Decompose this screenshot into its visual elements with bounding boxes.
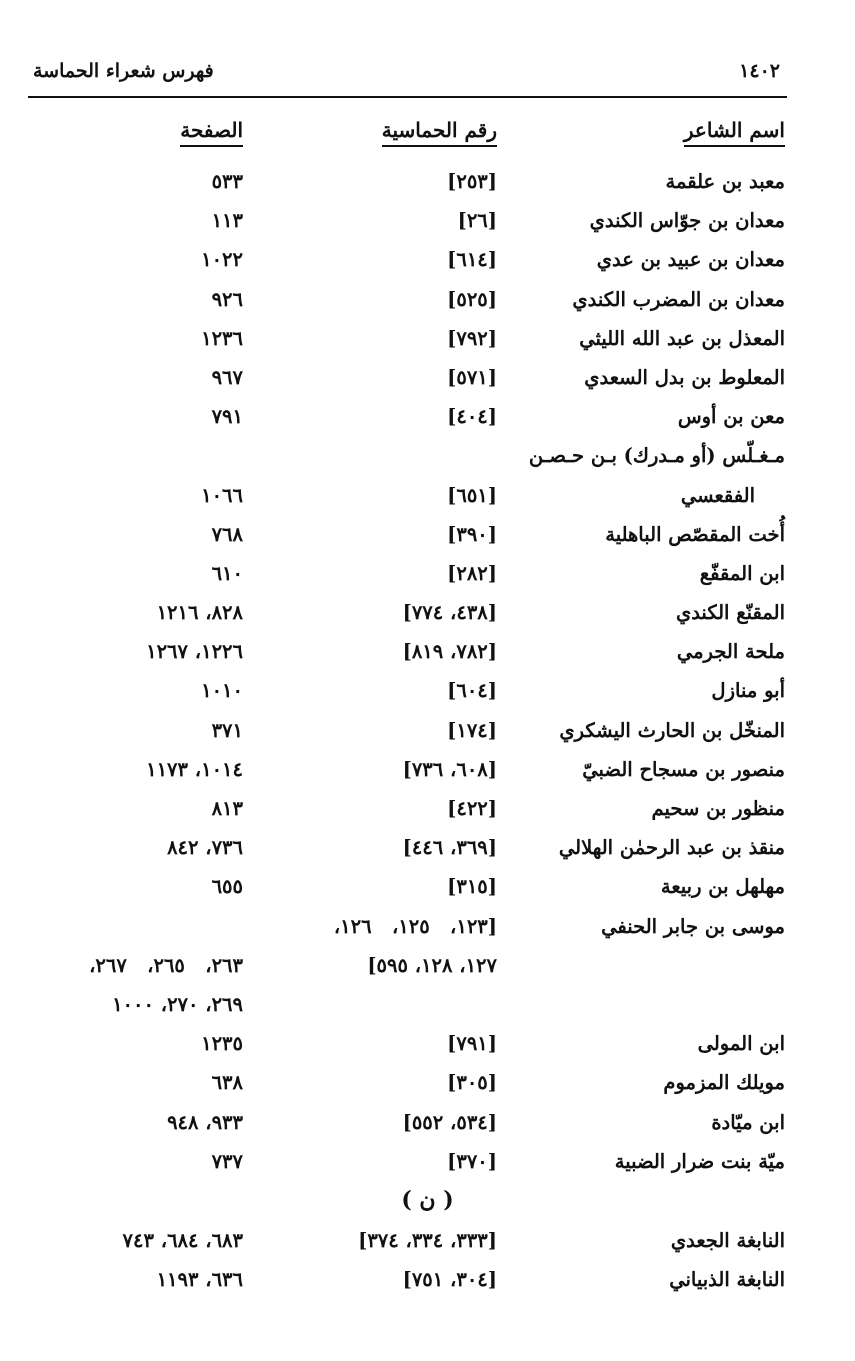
index-row bbox=[0, 911, 855, 950]
page-ref: ٧٦٨ bbox=[211, 522, 243, 546]
hamasa-number: [٣٣٣، ٣٣٤، ٣٧٤] bbox=[358, 1228, 497, 1252]
index-row bbox=[0, 480, 855, 519]
index-row bbox=[0, 1107, 855, 1146]
hamasa-number: [٧٩٢] bbox=[447, 326, 497, 350]
page-ref: ٦٣٦، ١١٩٣ bbox=[156, 1268, 243, 1292]
poet-name: الفقعسي bbox=[680, 483, 755, 507]
index-row bbox=[0, 1146, 855, 1185]
hamasa-number: [٣١٥] bbox=[447, 875, 497, 899]
page-ref: ٦٥٥ bbox=[211, 875, 243, 899]
page-ref: ١٠٦٦ bbox=[201, 483, 243, 507]
poet-name: المقنّع الكندي bbox=[675, 601, 785, 625]
poet-name: المنخّل بن الحارث اليشكري bbox=[559, 718, 785, 742]
index-row bbox=[0, 989, 855, 1028]
index-row bbox=[0, 284, 855, 323]
poet-name: معدان بن المضرب الكندي bbox=[572, 287, 785, 311]
hamasa-number: [٢٦] bbox=[457, 209, 497, 233]
column-header-page: الصفحة bbox=[180, 118, 243, 147]
hamasa-number: [٦٥١] bbox=[447, 483, 497, 507]
hamasa-number: [٤٠٤] bbox=[447, 405, 497, 429]
poet-name: النابغة الذبياني bbox=[669, 1268, 785, 1292]
page-ref: ٩٦٧ bbox=[211, 365, 243, 389]
index-row bbox=[0, 205, 855, 244]
index-table bbox=[0, 166, 855, 1303]
page-ref: ١٠١٤، ١١٧٣ bbox=[146, 757, 243, 781]
index-row bbox=[0, 871, 855, 910]
page-ref: ٩٣٣، ٩٤٨ bbox=[167, 1110, 243, 1134]
index-row bbox=[0, 950, 855, 989]
poet-name: ابن المولى bbox=[697, 1032, 785, 1056]
page-ref: ٧٩١ bbox=[211, 405, 243, 429]
index-row bbox=[0, 244, 855, 283]
hamasa-number: [٣٧٠] bbox=[447, 1149, 497, 1173]
page-ref: ٧٣٦، ٨٤٢ bbox=[167, 836, 243, 860]
hamasa-number: [٥٧١] bbox=[447, 365, 497, 389]
poet-name: النابغة الجعدي bbox=[670, 1228, 785, 1252]
page-ref: ٦٣٨ bbox=[211, 1071, 243, 1095]
index-row bbox=[0, 1225, 855, 1264]
index-row bbox=[0, 715, 855, 754]
column-header-poet: اسم الشاعر bbox=[684, 118, 785, 147]
poet-name: مـغـلّس (أو مـدرك) بـن حـصـن bbox=[528, 444, 785, 468]
hamasa-number: [٤٢٢] bbox=[447, 797, 497, 820]
poet-name: معن بن أوس bbox=[677, 405, 785, 429]
hamasa-number: [٥٣٤، ٥٥٢] bbox=[402, 1110, 497, 1134]
poet-name: ميّة بنت ضرار الضبية bbox=[614, 1149, 785, 1173]
page-ref: ٨١٣ bbox=[211, 797, 243, 820]
hamasa-number: [٢٨٢] bbox=[447, 561, 497, 585]
index-row bbox=[0, 519, 855, 558]
hamasa-number: [٦٠٤] bbox=[447, 679, 497, 703]
hamasa-number: [٧٩١] bbox=[447, 1032, 497, 1056]
header-rule bbox=[28, 96, 787, 98]
hamasa-number: [٥٢٥] bbox=[447, 287, 497, 311]
hamasa-number: [٢٥٣] bbox=[447, 170, 497, 193]
hamasa-number: [٤٣٨، ٧٧٤] bbox=[402, 601, 497, 625]
index-row bbox=[0, 675, 855, 714]
index-row bbox=[0, 636, 855, 675]
hamasa-number: [٣٦٩، ٤٤٦] bbox=[402, 836, 497, 860]
hamasa-number: [٣٩٠] bbox=[447, 522, 497, 546]
index-row bbox=[0, 1028, 855, 1067]
page-ref: ٢٦٣، ٢٦٥، ٢٦٧، bbox=[89, 953, 243, 977]
hamasa-number: [٧٨٢، ٨١٩] bbox=[402, 640, 497, 664]
page-ref: ١٢٣٦ bbox=[201, 326, 243, 350]
poet-name: المعذل بن عبد الله الليثي bbox=[579, 326, 785, 350]
page-number: ١٤٠٢ bbox=[739, 60, 780, 82]
index-row bbox=[0, 401, 855, 440]
page-ref: ٧٣٧ bbox=[211, 1149, 243, 1173]
poet-name: منصور بن مسجاح الضبيّ bbox=[582, 757, 785, 781]
index-row bbox=[0, 597, 855, 636]
page-ref: ٩٢٦ bbox=[211, 287, 243, 311]
poet-name: ابن المقفّع bbox=[699, 561, 785, 585]
index-row bbox=[0, 1264, 855, 1303]
poet-name: ابن ميّادة bbox=[711, 1110, 785, 1134]
hamasa-number: [١٢٣، ١٢٥، ١٢٦، bbox=[333, 914, 497, 938]
hamasa-number: [٣٠٥] bbox=[447, 1071, 497, 1095]
page-ref: ٦١٠ bbox=[211, 561, 243, 585]
page-ref: ٨٢٨، ١٢١٦ bbox=[156, 601, 243, 625]
page-ref: ٢٦٩، ٢٧٠، ١٠٠٠ bbox=[112, 992, 243, 1016]
section-heading-nun: ( ن ) bbox=[401, 1186, 454, 1213]
poet-name: موسى بن جابر الحنفي bbox=[601, 914, 785, 938]
hamasa-number: [٦١٤] bbox=[447, 248, 497, 272]
hamasa-number: [٦٠٨، ٧٣٦] bbox=[402, 757, 497, 781]
running-title: فهرس شعراء الحماسة bbox=[33, 60, 214, 82]
poet-name: مهلهل بن ربيعة bbox=[660, 875, 785, 899]
index-row bbox=[0, 323, 855, 362]
page-ref: ٦٨٣، ٦٨٤، ٧٤٣ bbox=[122, 1228, 243, 1252]
poet-name: المعلوط بن بدل السعدي bbox=[584, 365, 785, 389]
hamasa-number: [٣٠٤، ٧٥١] bbox=[402, 1268, 497, 1292]
index-row bbox=[0, 166, 855, 205]
poet-name: أبو منازل bbox=[711, 679, 785, 703]
index-row bbox=[0, 793, 855, 832]
index-row bbox=[0, 754, 855, 793]
index-row bbox=[0, 832, 855, 871]
hamasa-number: ١٢٧، ١٢٨، ٥٩٥] bbox=[367, 953, 497, 977]
index-row bbox=[0, 362, 855, 401]
poet-name: منظور بن سحيم bbox=[651, 797, 785, 820]
poet-name: معدان بن جوّاس الكندي bbox=[589, 209, 785, 233]
page-ref: ٥٣٣ bbox=[211, 170, 243, 193]
poet-name: معدان بن عبيد بن عدي bbox=[596, 248, 785, 272]
poet-name: أُخت المقصّص الباهلية bbox=[605, 522, 785, 546]
page-ref: ١٠١٠ bbox=[201, 679, 243, 703]
poet-name: معبد بن علقمة bbox=[665, 170, 785, 193]
index-row bbox=[0, 1067, 855, 1106]
page-ref: ٣٧١ bbox=[211, 718, 243, 742]
poet-name: منقذ بن عبد الرحمٰن الهلالي bbox=[558, 836, 785, 860]
page-ref: ١٢٣٥ bbox=[201, 1032, 243, 1056]
page-ref: ١٢٢٦، ١٢٦٧ bbox=[146, 640, 243, 664]
column-header-hamasa: رقم الحماسية bbox=[382, 118, 497, 147]
index-row bbox=[0, 558, 855, 597]
hamasa-number: [١٧٤] bbox=[447, 718, 497, 742]
poet-name: مويلك المزموم bbox=[663, 1071, 785, 1095]
index-row bbox=[0, 440, 855, 479]
poet-name: ملحة الجرمي bbox=[676, 640, 785, 664]
page-ref: ١١٣ bbox=[211, 209, 243, 233]
page-ref: ١٠٢٢ bbox=[201, 248, 243, 272]
